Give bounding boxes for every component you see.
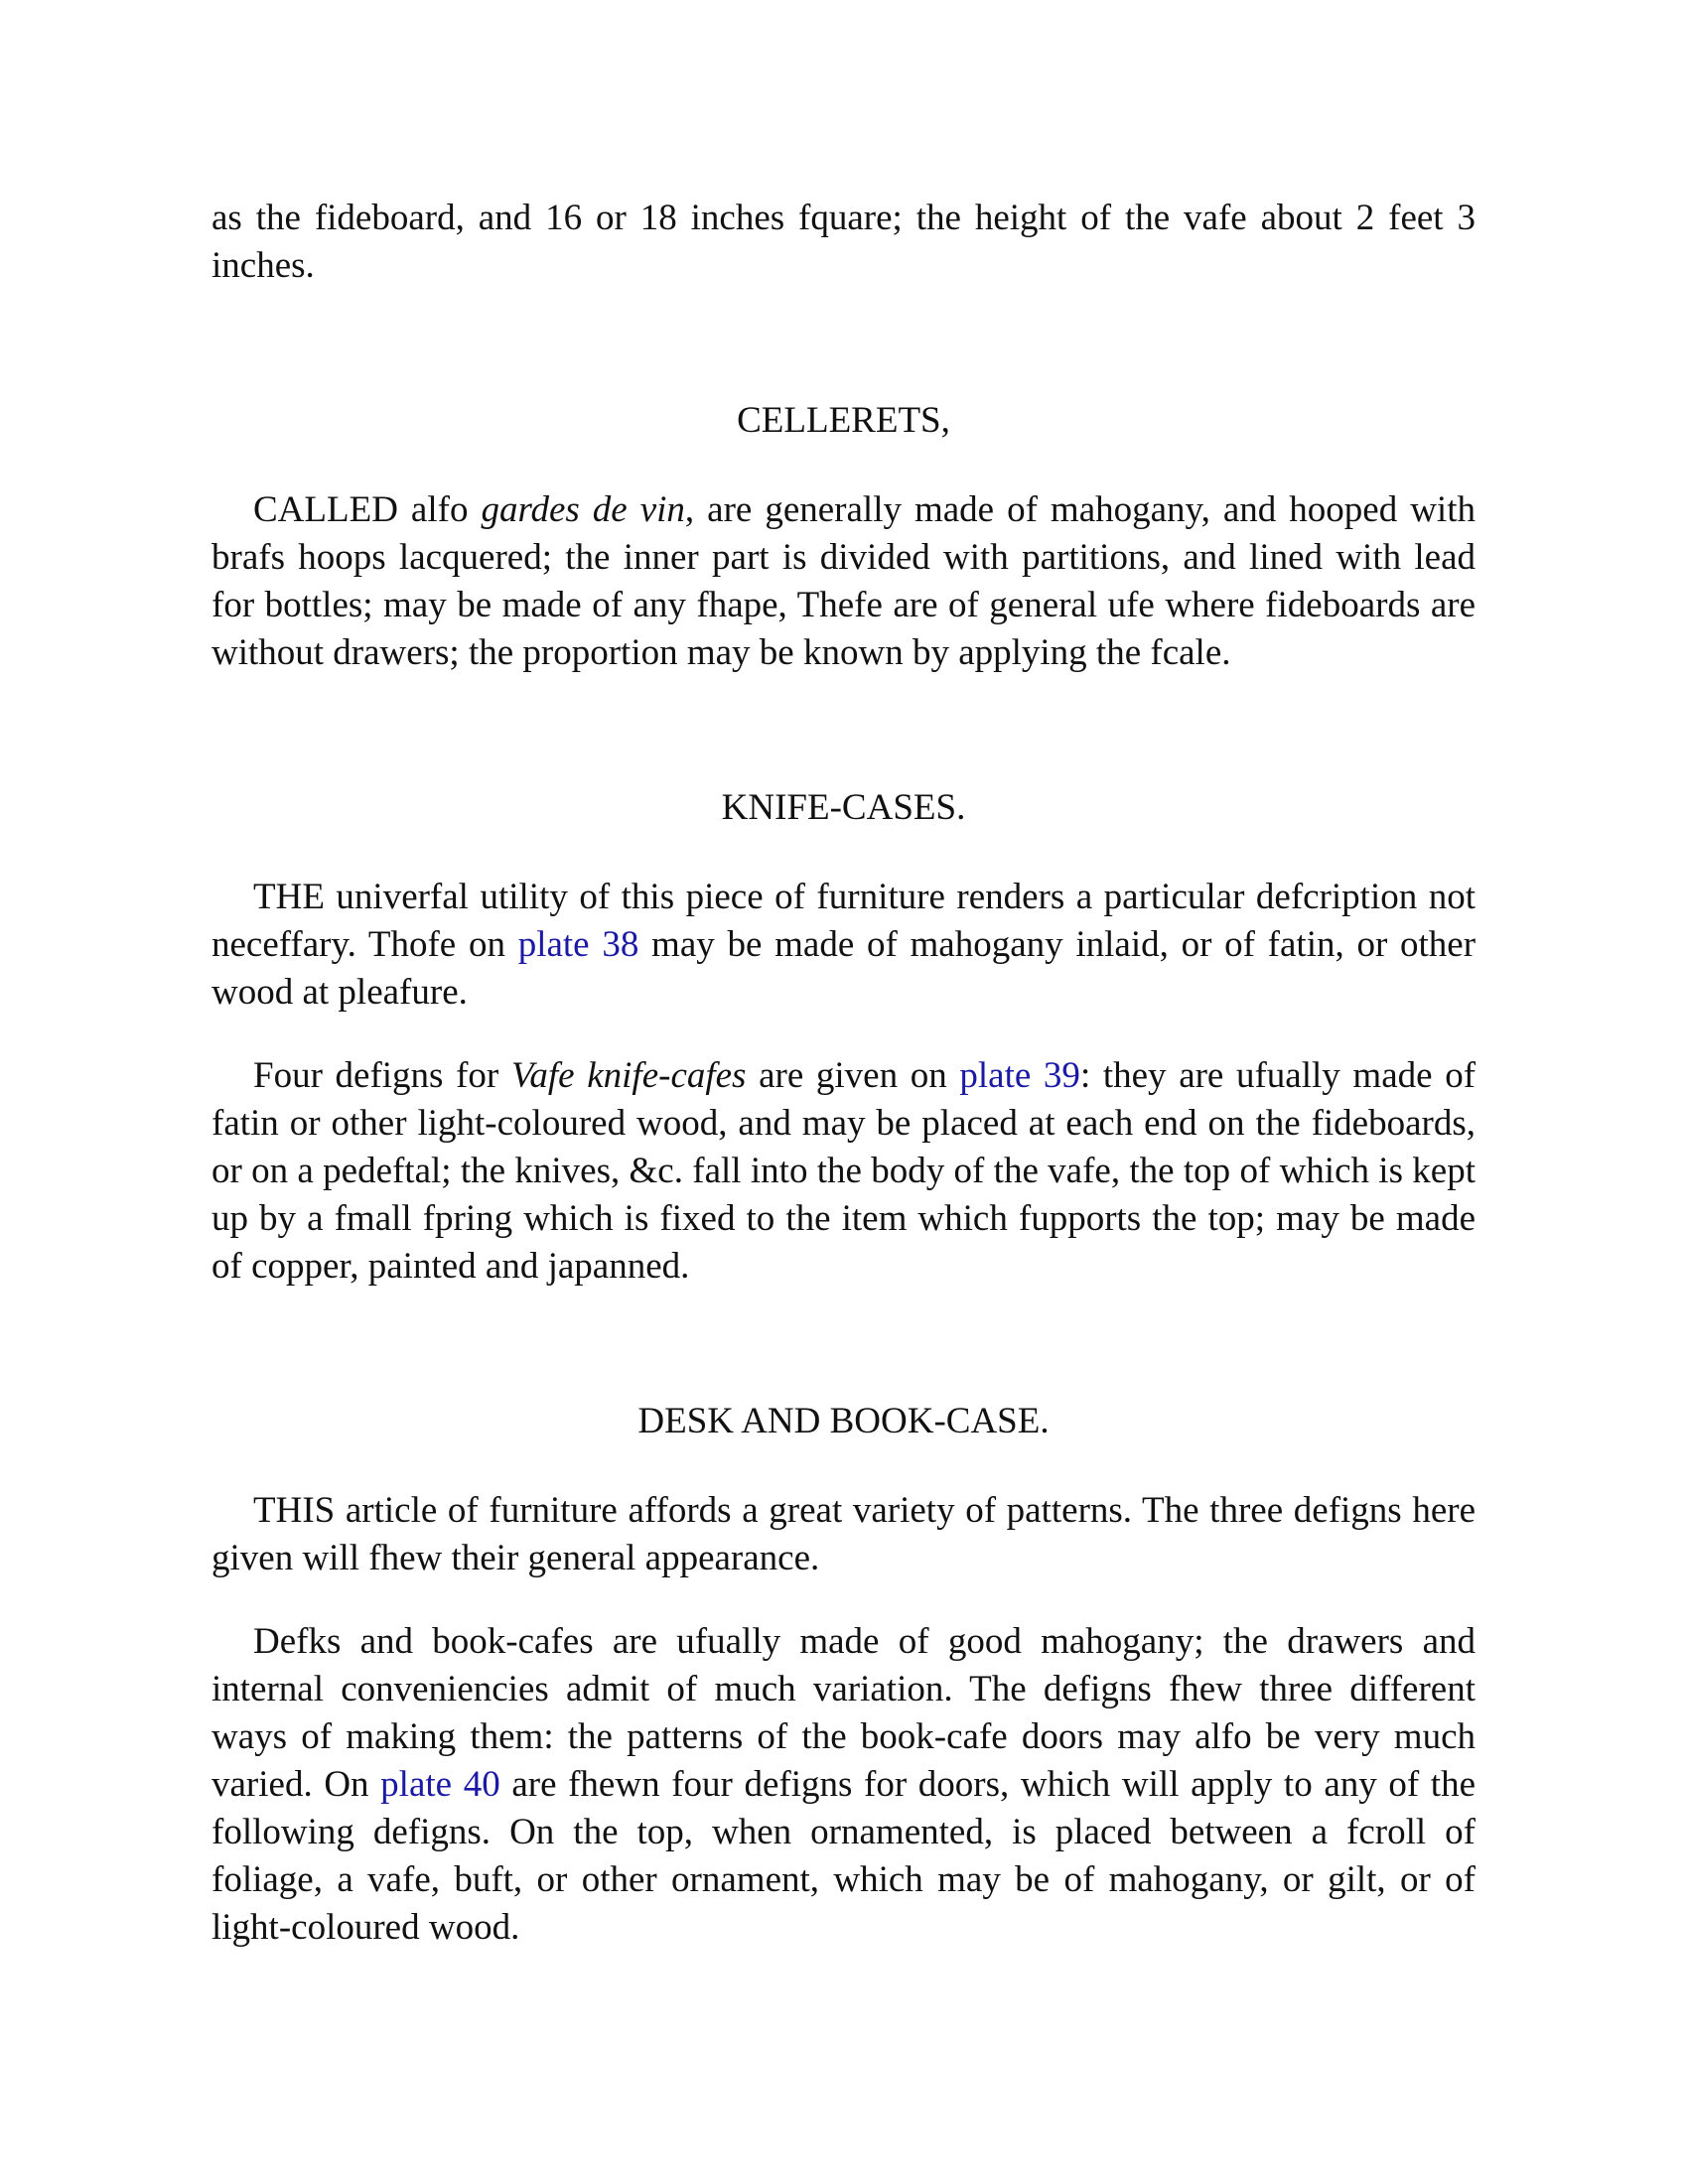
desk-p2-text-b: are fhewn four defigns for doors, which will apply to any of the following defigns. On the top, when ornamented, is placed between a fcroll of foliage, a vafe, buft, or other ornament, which may be of mahogany, or gilt, or of light-coloured wood. (211, 1764, 1477, 1948)
knife-cases-p1-text-b: may be made of mahogany inlaid, or of fatin, or other wood at pleafure. (211, 924, 1477, 1013)
continued-paragraph: as the fideboard, and 16 or 18 inches fquare; the height of the vafe about 2 feet 3 inches. (211, 198, 1476, 286)
heading-knife-cases: KNIFE-CASES. (721, 787, 966, 828)
plate-39-link[interactable]: plate 39 (959, 1055, 1080, 1096)
desk-p2-text-a: Defks and book-cafes are ufually made of good mahogany; the drawers and internal conveniencies admit of much variation. The defigns fhew three different ways of making them: the patterns of the book-cafe doors may alfo be very much varied. On (211, 1621, 1476, 1805)
knife-cases-paragraph-2 (211, 1052, 1476, 1291)
desk-paragraph-1: THIS article of furniture affords a great variety of patterns. The three defigns here given will fhew their general appearance. (211, 1490, 1476, 1578)
cellerets-text-b: , are generally made of mahogany, and hooped with brafs hoops lacquered; the inner part is divided with partitions, and lined with lead for bottles; may be made of any fhape, Thefe are of general ufe where fideboards are without drawers; the proportion may be known by applying the fcale. (211, 489, 1476, 673)
cellerets-paragraph (211, 486, 1476, 677)
knife-cases-p2-text-b: are given on (746, 1055, 960, 1096)
cellerets-italic-term: gardes de vin (481, 489, 685, 530)
knife-cases-p2-text-a: Four defigns for (253, 1055, 511, 1096)
plate-38-link[interactable]: plate 38 (517, 924, 639, 965)
heading-cellerets: CELLERETS, (737, 400, 950, 441)
plate-40-link[interactable]: plate 40 (380, 1764, 500, 1805)
desk-paragraph-2 (211, 1618, 1476, 1952)
knife-cases-p2-text-c: : they are ufually made of fatin or other light-coloured wood, and may be placed at each end on the fideboards, or on a pedeftal; the knives, &c. fall into the body of the vafe, the top of which is kept up by a fmall fpring which is fixed to the item which fupports the top; may be made of copper, painted and japanned. (211, 1055, 1477, 1287)
knife-cases-italic-term: Vafe knife-cafes (510, 1055, 747, 1096)
page-body (211, 195, 1476, 1952)
knife-cases-p1-text-a: THE univerfal utility of this piece of furniture renders a particular defcription not neceffary. Thofe on (211, 877, 1476, 965)
knife-cases-paragraph-1 (211, 874, 1476, 1017)
cellerets-text-a: CALLED alfo (253, 489, 482, 530)
heading-desk-and-book-case: DESK AND BOOK-CASE. (637, 1401, 1050, 1441)
